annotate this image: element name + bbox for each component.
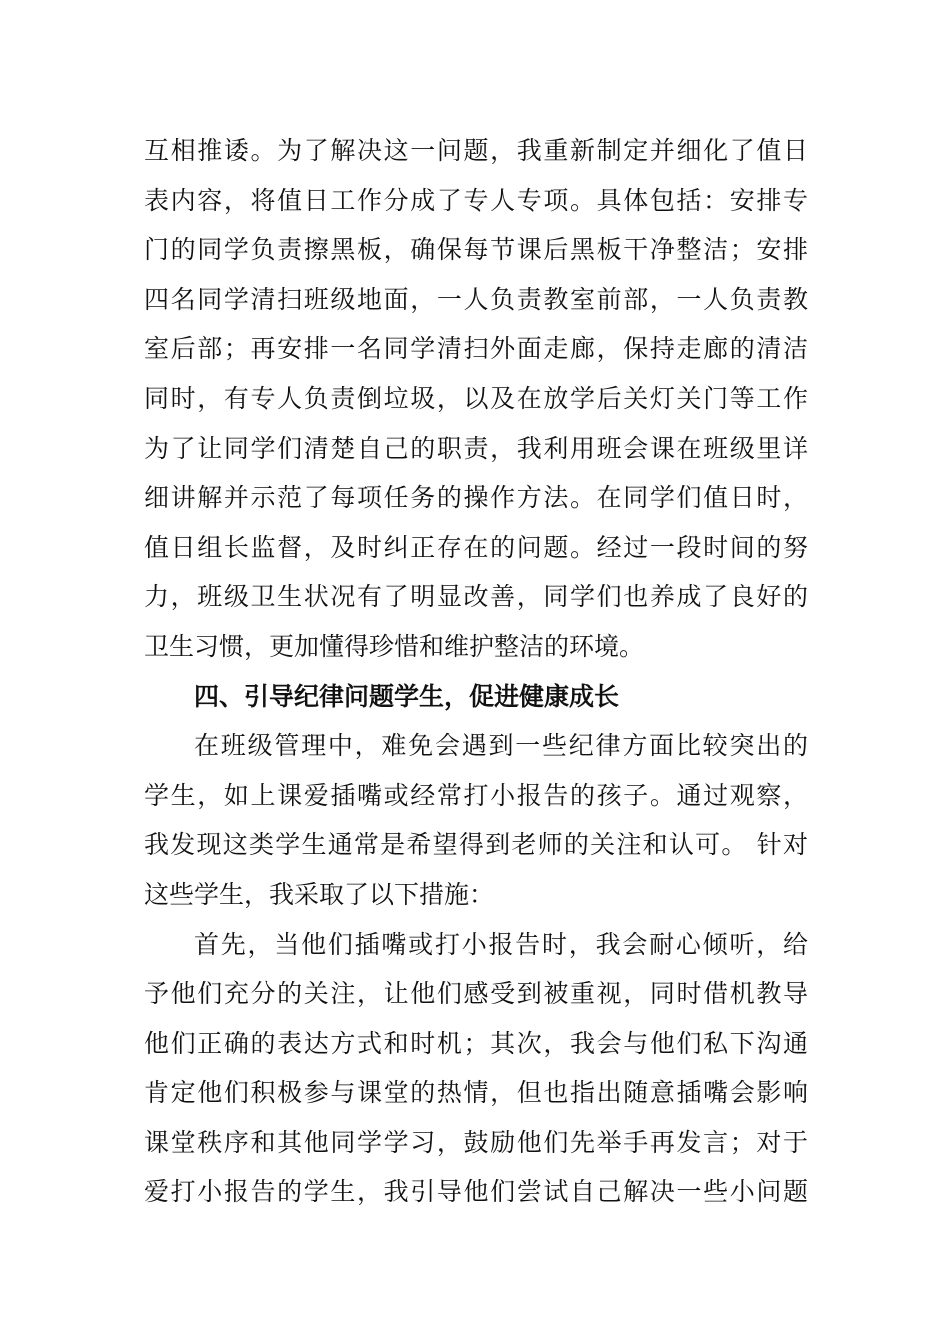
text-line: 他们正确的表达方式和时机；其次，我会与他们私下沟通	[144, 1028, 808, 1058]
text-line: 在班级管理中，难免会遇到一些纪律方面比较突出的	[194, 731, 808, 761]
text-line: 值日组长监督，及时纠正存在的问题。经过一段时间的努	[144, 532, 808, 562]
text-line: 肯定他们积极参与课堂的热情，但也指出随意插嘴会影响	[144, 1078, 808, 1108]
section-heading: 四、引导纪律问题学生，促进健康成长	[194, 681, 620, 711]
document-page	[144, 126, 808, 1217]
text-line: 同时，有专人负责倒垃圾，以及在放学后关灯关门等工作	[144, 383, 808, 413]
text-line: 卫生习惯，更加懂得珍惜和维护整洁的环境。	[144, 631, 645, 661]
text-line: 细讲解并示范了每项任务的操作方法。在同学们值日时，	[144, 483, 808, 513]
text-line: 予他们充分的关注，让他们感受到被重视，同时借机教导	[144, 979, 808, 1009]
text-line: 课堂秩序和其他同学学习，鼓励他们先举手再发言；对于	[144, 1127, 808, 1157]
text-line: 首先，当他们插嘴或打小报告时，我会耐心倾听，给	[194, 929, 808, 959]
text-line: 爱打小报告的学生，我引导他们尝试自己解决一些小问题	[144, 1177, 808, 1207]
text-line: 力，班级卫生状况有了明显改善，同学们也养成了良好的	[144, 582, 808, 612]
text-line: 表内容，将值日工作分成了专人专项。具体包括：安排专	[144, 185, 808, 215]
text-line: 这些学生，我采取了以下措施：	[144, 879, 495, 909]
text-line: 四名同学清扫班级地面，一人负责教室前部，一人负责教	[144, 284, 808, 314]
text-line: 我发现这类学生通常是希望得到老师的关注和认可。 针对	[144, 830, 808, 860]
text-line: 门的同学负责擦黑板，确保每节课后黑板干净整洁；安排	[144, 235, 808, 265]
text-line: 室后部；再安排一名同学清扫外面走廊，保持走廊的清洁	[144, 334, 808, 364]
text-line: 为了让同学们清楚自己的职责，我利用班会课在班级里详	[144, 433, 808, 463]
text-line: 学生，如上课爱插嘴或经常打小报告的孩子。通过观察，	[144, 780, 808, 810]
text-line: 互相推诿。为了解决这一问题，我重新制定并细化了值日	[144, 136, 808, 165]
